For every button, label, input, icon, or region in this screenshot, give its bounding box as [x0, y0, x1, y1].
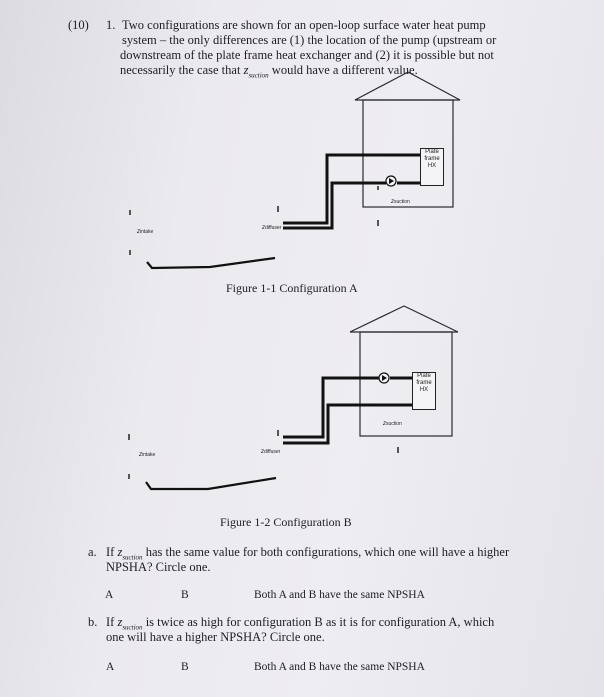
problem-line-4-end: would have a different value.: [271, 63, 418, 77]
points-label: (10): [68, 18, 89, 32]
hx-label-line3: HX: [419, 387, 429, 393]
hx-label-line2: frame: [424, 156, 440, 162]
question-a-rest: has the same value for both configurations, which one will have a higher: [145, 545, 510, 559]
z-symbol: z: [391, 199, 394, 205]
question-b-choice-both[interactable]: Both A and B have the same NPSHA: [254, 661, 425, 673]
problem-line-2: system – the only differences are (1) the location of the pump (upstream or: [122, 33, 497, 47]
z-sub: suction: [394, 199, 410, 205]
question-b-choice-b[interactable]: B: [181, 661, 189, 673]
hx-label-line1: Plate: [425, 149, 439, 155]
z-suction-label-a: [391, 199, 410, 205]
question-b-choice-a[interactable]: A: [106, 661, 115, 673]
z-diffuser-label-a: [262, 225, 281, 231]
z-intake-label-b: [139, 452, 155, 458]
question-a-line-2: NPSHA? Circle one.: [106, 560, 211, 574]
z-intake-label-a: [137, 229, 153, 235]
z-sub: diffuser: [264, 449, 281, 455]
question-a-if: If: [106, 545, 115, 559]
question-b-letter: b.: [88, 615, 98, 629]
hx-label-line3: HX: [427, 163, 437, 169]
z-symbol: z: [262, 225, 265, 231]
z-sub: diffuser: [265, 225, 282, 231]
z-subscript: suction: [248, 71, 269, 80]
z-symbol: z: [261, 449, 264, 455]
z-subscript: suction: [122, 553, 143, 562]
z-symbol: z: [139, 452, 142, 458]
figure-b-caption: Figure 1-2 Configuration B: [220, 515, 352, 529]
house-wall-b: [360, 332, 452, 436]
house-roof-a: [355, 72, 460, 100]
z-symbol: z: [117, 615, 123, 629]
z-symbol: z: [137, 229, 140, 235]
problem-line-3: downstream of the plate frame heat exchanger and (2) it is possible but not: [120, 48, 494, 62]
pipe-upper-a: [283, 155, 421, 223]
figure-a-caption: Figure 1-1 Configuration A: [226, 281, 358, 295]
plate-frame-hx-b: [412, 372, 436, 410]
house-roof-b: [350, 306, 458, 332]
pipe-upper-b: [283, 378, 379, 437]
z-sub: suction: [386, 421, 402, 427]
z-sub: intake: [140, 229, 154, 235]
problem-line-1: Two configurations are shown for an open-loop surface water heat pump: [122, 18, 486, 32]
question-a-choice-a[interactable]: A: [105, 589, 114, 601]
question-a-choice-both[interactable]: Both A and B have the same NPSHA: [254, 589, 425, 601]
z-symbol: z: [117, 545, 123, 559]
problem-line-4-start: necessarily the case that: [120, 63, 241, 77]
question-a-letter: a.: [88, 545, 97, 559]
z-diffuser-label-b: [261, 449, 280, 455]
z-sub: intake: [142, 452, 156, 458]
z-symbol: z: [383, 421, 386, 427]
z-symbol: z: [243, 63, 249, 77]
discharge-pipe-a: [147, 258, 275, 268]
question-b-if: If: [106, 615, 115, 629]
hx-label-line2: frame: [416, 380, 432, 386]
question-b-line-2: one will have a higher NPSHA? Circle one.: [106, 630, 325, 644]
z-subscript: suction: [122, 623, 143, 632]
z-suction-label-b: [383, 421, 402, 427]
pipe-lower-a: [283, 183, 386, 228]
discharge-pipe-b: [146, 478, 276, 489]
question-a-choice-b[interactable]: B: [181, 589, 189, 601]
plate-frame-hx-a: [420, 148, 444, 186]
question-b-rest: is twice as high for configuration B as it is for configuration A, which: [145, 615, 495, 629]
hx-label-line1: Plate: [417, 373, 431, 379]
problem-number: 1.: [106, 18, 116, 32]
